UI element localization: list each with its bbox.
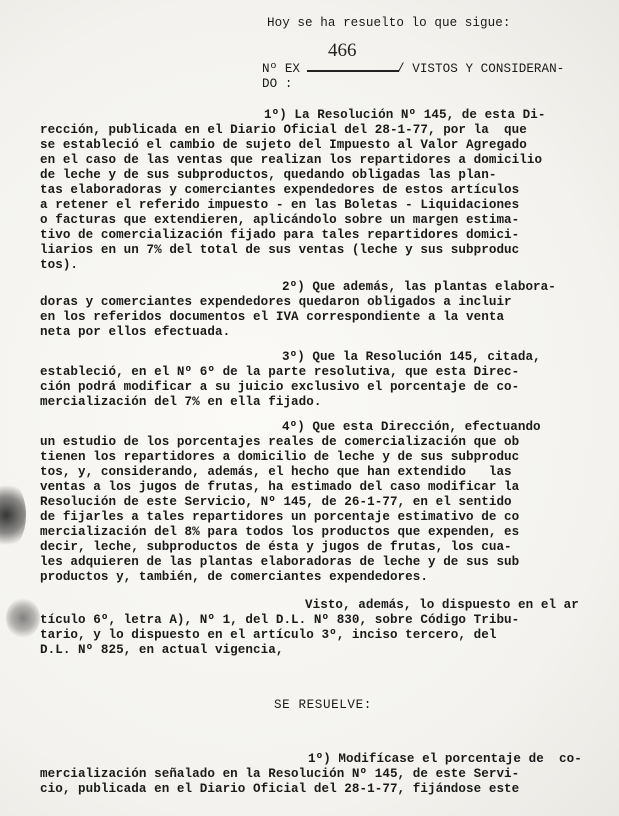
para3-line: 3º) Que la Resolución 145, citada, [282,350,541,364]
scan-smudge [6,598,40,638]
para1-line: a retener el referido impuesto - en las Boletas - Liquidaciones [40,198,520,212]
para4-line: mercialización del 8% para todos los productos que expenden, es [40,525,520,539]
para1-line: en el caso de las ventas que realizan los repartidores a domicilio [40,153,543,167]
para3-line: ción podrá modificar a su juicio exclusivo el porcentaje de co- [40,380,520,394]
para1-line: tos). [40,258,79,272]
para4-line: tos, y, considerando, además, el hecho que han extendido las [40,465,512,479]
visto-line: tículo 6º, letra A), Nº 1, del D.L. Nº 830, sobre Código Tribu- [40,613,520,627]
para3-line: mercialización del 7% en ella fijado. [40,395,322,409]
intro-line: Hoy se ha resuelto lo que sigue: [267,16,511,30]
para1-line: tas elaboradoras y comerciantes expendedores de estos artículos [40,183,520,197]
handwritten-number: 466 [328,40,357,61]
para2-line: en los referidos documentos el IVA correspondiente a la venta [40,310,505,324]
para4-line: de fijarles a tales repartidores un porcentaje estimativo de co [40,510,520,524]
para1-line: liarios en un 7% del total de sus ventas (leche y sus subproduc [40,243,520,257]
visto-line: D.L. Nº 825, en actual vigencia, [40,643,284,657]
para1-line: rección, publicada en el Diario Oficial del 28-1-77, por la que [40,123,527,137]
para4-line: productos y, también, de comerciantes expendedores. [40,570,428,584]
para3-line: estableció, en el Nº 6º de la parte resolutiva, que esta Direc- [40,365,520,379]
para2-line: neta por ellos efectuada. [40,325,231,339]
para1-line: o facturas que extendieren, aplicándolo sobre un margen estima- [40,213,520,227]
para4-line: ventas a los jugos de frutas, ha estimado del caso modificar la [40,480,520,494]
para4-line: 4º) Que esta Dirección, efectuando [282,420,541,434]
para2-line: 2º) Que además, las plantas elabora- [282,280,556,294]
ref-number-label: Nº EX [262,62,301,76]
para4-line: les adquieren de las plantas elaboradoras de leche y de sus sub [40,555,520,569]
para2-line: doras y comerciantes expendedores quedaron obligados a incluir [40,295,512,309]
visto-line: Visto, además, lo dispuesto en el ar [305,598,579,612]
para4-line: un estudio de los porcentajes reales de comercialización que ob [40,435,520,449]
considerando-continuation: DO : [262,77,293,91]
para4-line: tienen los repartidores a domicilio de leche y de sus subproduc [40,450,520,464]
para1-line: se estableció el cambio de sujeto del Impuesto al Valor Agregado [40,138,527,152]
para1-line: de leche y de sus subproductos, quedando obligadas las plan- [40,168,497,182]
scan-smudge [0,480,26,550]
visto-line: tario, y lo dispuesto en el artículo 3º, inciso tercero, del [40,628,497,642]
resolution-line: 1º) Modifícase el porcentaje de co- [308,752,582,766]
resolution-line: cio, publicada en el Diario Oficial del 28-1-77, fijándose este [40,782,520,796]
ref-number-underline [307,70,399,72]
resolution-line: mercialización señalado en la Resolución Nº 145, de este Servi- [40,767,520,781]
para1-line: 1º) La Resolución Nº 145, de esta Di- [264,108,546,122]
vistos-heading: / VISTOS Y CONSIDERAN- [397,62,565,76]
para4-line: Resolución de este Servicio, Nº 145, de 26-1-77, en el sentido [40,495,512,509]
para1-line: tivo de comercialización fijado para tales repartidores domici- [40,228,520,242]
para4-line: decir, leche, subproductos de ésta y jugos de frutas, los cua- [40,540,512,554]
resolve-heading: SE RESUELVE: [274,698,372,712]
